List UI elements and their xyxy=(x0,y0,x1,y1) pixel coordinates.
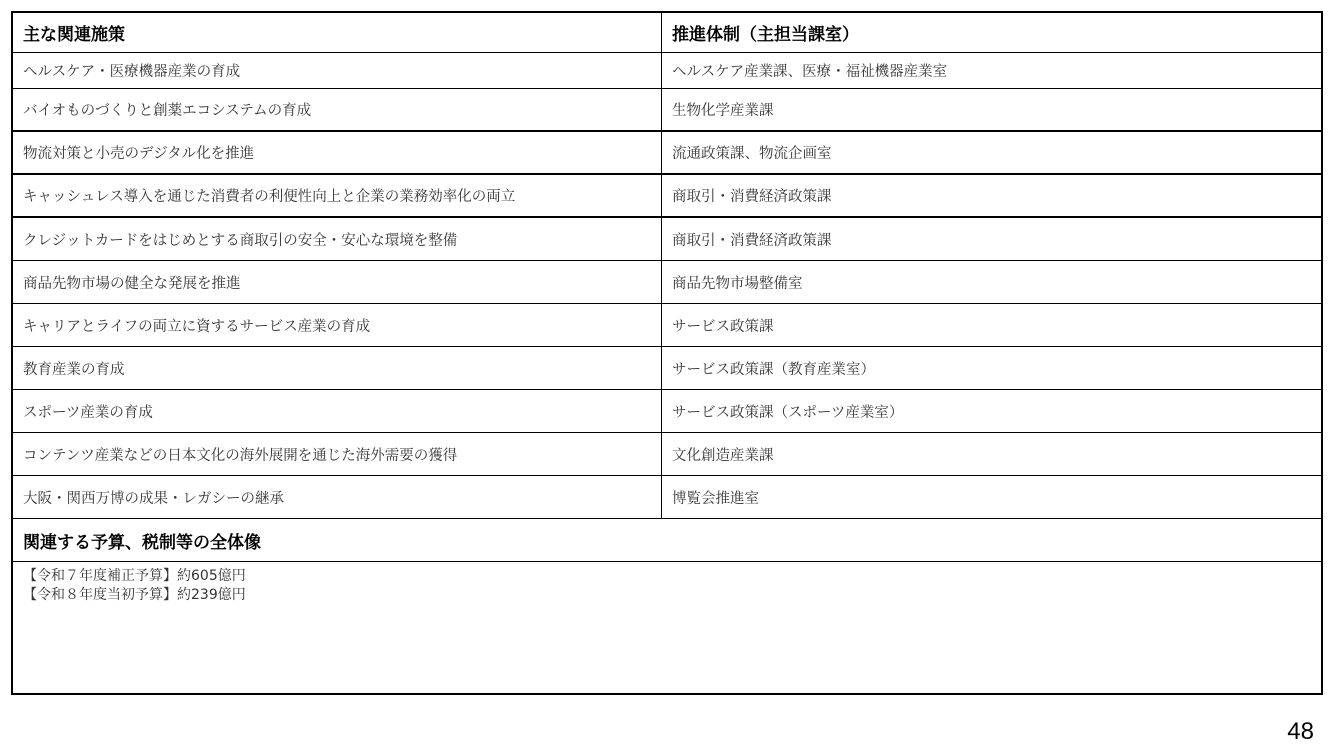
budget-line: 【令和８年度当初予算】約239億円 xyxy=(23,587,246,603)
measure-cell: コンテンツ産業などの日本文化の海外展開を通じた海外需要の獲得 xyxy=(13,433,662,475)
budget-content xyxy=(13,562,1321,610)
office-cell: 商取引・消費経済政策課 xyxy=(672,189,832,205)
table-row xyxy=(13,476,1321,519)
table-row xyxy=(13,175,1321,218)
office-cell: サービス政策課 xyxy=(672,318,774,335)
table-row xyxy=(13,304,1321,347)
table-header-row xyxy=(13,13,1321,53)
office-cell: 生物化学産業課 xyxy=(672,103,774,119)
table-row xyxy=(13,132,1321,175)
office-cell: 商取引・消費経済政策課 xyxy=(672,232,832,249)
table-row xyxy=(13,53,1321,89)
office-cell: 文化創造産業課 xyxy=(672,447,774,464)
table-row xyxy=(13,218,1321,261)
office-cell: ヘルスケア産業課、医療・福祉機器産業室 xyxy=(672,64,948,80)
measure-cell: 商品先物市場の健全な発展を推進 xyxy=(13,261,662,303)
measure-cell: キャリアとライフの両立に資するサービス産業の育成 xyxy=(13,304,662,346)
office-cell: サービス政策課（教育産業室） xyxy=(672,361,875,378)
table-row xyxy=(13,261,1321,304)
office-cell: 博覧会推進室 xyxy=(672,490,759,507)
measure-cell: バイオものづくりと創薬エコシステムの育成 xyxy=(13,89,662,130)
office-cell: サービス政策課（スポーツ産業室） xyxy=(672,404,904,421)
header-measures: 主な関連施策 xyxy=(13,13,662,52)
measure-cell: キャッシュレス導入を通じた消費者の利便性向上と企業の業務効率化の両立 xyxy=(13,175,662,216)
table-row xyxy=(13,89,1321,132)
office-cell: 商品先物市場整備室 xyxy=(672,275,803,292)
measure-cell: 物流対策と小売のデジタル化を推進 xyxy=(13,132,662,173)
measure-cell: スポーツ産業の育成 xyxy=(13,390,662,432)
budget-line: 【令和７年度補正予算】約605億円 xyxy=(23,568,246,584)
table-row xyxy=(13,390,1321,433)
office-cell: 流通政策課、物流企画室 xyxy=(672,146,832,162)
policy-table xyxy=(11,11,1323,695)
header-system: 推進体制（主担当課室） xyxy=(672,25,859,45)
measure-cell: 大阪・関西万博の成果・レガシーの継承 xyxy=(13,476,662,518)
measure-cell: クレジットカードをはじめとする商取引の安全・安心な環境を整備 xyxy=(13,218,662,260)
table-row xyxy=(13,347,1321,390)
page-number: 48 xyxy=(1287,718,1314,745)
measure-cell: ヘルスケア・医療機器産業の育成 xyxy=(13,53,662,88)
budget-section-title: 関連する予算、税制等の全体像 xyxy=(13,519,1321,562)
measure-cell: 教育産業の育成 xyxy=(13,347,662,389)
table-row xyxy=(13,433,1321,476)
